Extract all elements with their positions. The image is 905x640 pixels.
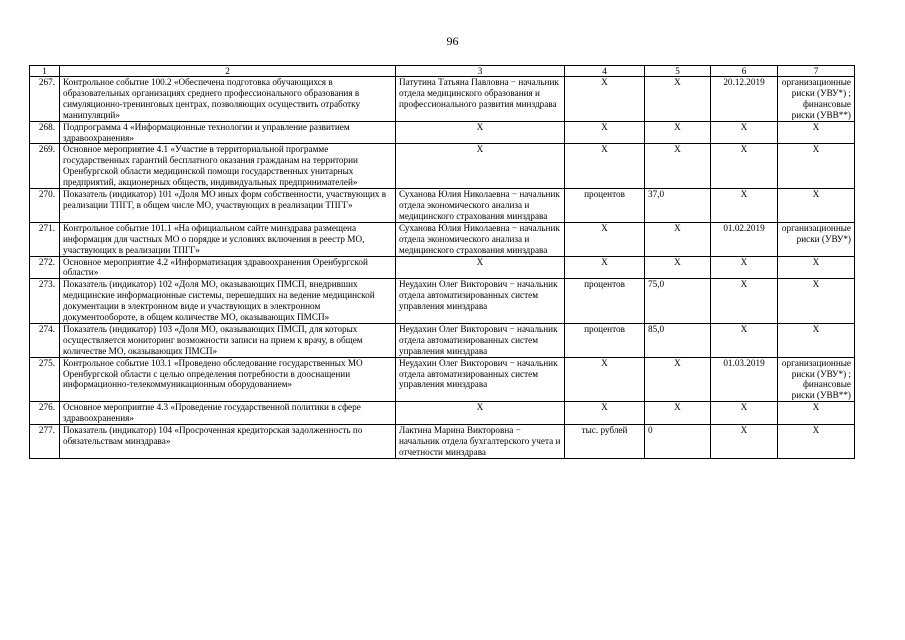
table-row — [30, 77, 855, 122]
row-number-cell: 274. — [30, 323, 60, 357]
responsible-cell: Патутина Татьяна Павловна − начальник отдела медицинского образования и профессионального развития минздрава — [396, 77, 565, 122]
deadline-cell: Х — [711, 402, 778, 425]
risks-cell: Х — [778, 144, 855, 189]
row-number-cell: 270. — [30, 189, 60, 223]
deadline-cell: Х — [711, 256, 778, 279]
value-cell: 75,0 — [645, 279, 711, 324]
responsible-cell: Суханова Юлия Николаевна − начальник отдела экономического анализа и медицинского страхования минздрава — [396, 222, 565, 256]
page-number: 96 — [446, 34, 459, 48]
header-row — [30, 66, 855, 77]
value-cell: Х — [645, 121, 711, 144]
unit-cell: процентов — [565, 323, 645, 357]
deadline-cell: 01.03.2019 — [711, 357, 778, 402]
row-number-cell: 268. — [30, 121, 60, 144]
deadline-cell: Х — [711, 323, 778, 357]
item-name-cell: Показатель (индикатор) 103 «Доля МО, оказывающих ПМСП, для которых осуществляется мониторинг возможности записи на прием к врачу, в общем количестве МО, оказывающих ПМСП» — [60, 323, 396, 357]
unit-cell: Х — [565, 77, 645, 122]
unit-cell: Х — [565, 144, 645, 189]
plan-table — [29, 65, 855, 459]
deadline-cell: Х — [711, 425, 778, 459]
value-cell: Х — [645, 144, 711, 189]
unit-cell: Х — [565, 121, 645, 144]
value-cell: 37,0 — [645, 189, 711, 223]
table-row — [30, 189, 855, 223]
table-row — [30, 323, 855, 357]
risks-cell: Х — [778, 256, 855, 279]
value-cell: Х — [645, 256, 711, 279]
value-cell: 85,0 — [645, 323, 711, 357]
value-cell: Х — [645, 357, 711, 402]
responsible-cell: Неудахин Олег Викторович − начальник отдела автоматизированных систем управления минздрава — [396, 323, 565, 357]
header-cell: 1 — [30, 66, 60, 77]
unit-cell: процентов — [565, 279, 645, 324]
responsible-cell: Неудахин Олег Викторович − начальник отдела автоматизированных систем управления минздрава — [396, 357, 565, 402]
risks-cell: организационные риски (УВУ*) ; финансовые риски (УВВ**) — [778, 357, 855, 402]
row-number-cell: 277. — [30, 425, 60, 459]
table-row — [30, 256, 855, 279]
row-number-cell: 271. — [30, 222, 60, 256]
responsible-cell: Х — [396, 144, 565, 189]
deadline-cell: Х — [711, 189, 778, 223]
row-number-cell: 273. — [30, 279, 60, 324]
row-number-cell: 267. — [30, 77, 60, 122]
responsible-cell: Х — [396, 256, 565, 279]
risks-cell: Х — [778, 402, 855, 425]
responsible-cell: Неудахин Олег Викторович − начальник отдела автоматизированных систем управления минздрава — [396, 279, 565, 324]
value-cell: Х — [645, 222, 711, 256]
table-row — [30, 357, 855, 402]
risks-cell: Х — [778, 279, 855, 324]
header-cell: 6 — [711, 66, 778, 77]
risks-cell: Х — [778, 189, 855, 223]
unit-cell: Х — [565, 222, 645, 256]
item-name-cell: Показатель (индикатор) 101 «Доля МО иных форм собственности, участвующих в реализации ТПГГ, в общем числе МО, участвующих в реализации ТПГГ» — [60, 189, 396, 223]
unit-cell: процентов — [565, 189, 645, 223]
unit-cell: тыс. рублей — [565, 425, 645, 459]
row-number-cell: 276. — [30, 402, 60, 425]
item-name-cell: Основное мероприятие 4.1 «Участие в территориальной программе государственных гарантий бесплатного оказания гражданам на территории Оренбургской области медицинской помощи государственных унитарных предприятий, акционерных обществ, индивидуальных предпринимателей» — [60, 144, 396, 189]
item-name-cell: Контрольное событие 103.1 «Проведено обследование государственных МО Оренбургской области с целью определения потребности в дооснащении информационно-телекоммуникационным оборудованием» — [60, 357, 396, 402]
value-cell: Х — [645, 77, 711, 122]
header-cell: 3 — [396, 66, 565, 77]
responsible-cell: Лактина Марина Викторовна − начальник отдела бухгалтерского учета и отчетности минздрава — [396, 425, 565, 459]
responsible-cell: Х — [396, 402, 565, 425]
risks-cell: Х — [778, 323, 855, 357]
header-cell: 2 — [60, 66, 396, 77]
header-cell: 5 — [645, 66, 711, 77]
item-name-cell: Контрольное событие 101.1 «На официальном сайте минздрава размещена информация для частных МО о порядке и условиях включения в реестр МО, участвующих в реализации ТПГГ» — [60, 222, 396, 256]
value-cell: 0 — [645, 425, 711, 459]
item-name-cell: Показатель (индикатор) 102 «Доля МО, оказывающих ПМСП, внедривших медицинские информационные системы, перешедших на ведение медицинской документации в электронном виде и участвующих в электронном документообороте, в общем количестве МО, оказывающих ПМСП» — [60, 279, 396, 324]
risks-cell: Х — [778, 425, 855, 459]
row-number-cell: 275. — [30, 357, 60, 402]
deadline-cell: Х — [711, 144, 778, 189]
header-cell: 7 — [778, 66, 855, 77]
unit-cell: Х — [565, 402, 645, 425]
table-row — [30, 144, 855, 189]
table-row — [30, 425, 855, 459]
table-row — [30, 402, 855, 425]
item-name-cell: Основное мероприятие 4.3 «Проведение государственной политики в сфере здравоохранения» — [60, 402, 396, 425]
unit-cell: Х — [565, 357, 645, 402]
item-name-cell: Подпрограмма 4 «Информационные технологии и управление развитием здравоохранения» — [60, 121, 396, 144]
unit-cell: Х — [565, 256, 645, 279]
table-row — [30, 222, 855, 256]
header-cell: 4 — [565, 66, 645, 77]
risks-cell: организационные риски (УВУ*) — [778, 222, 855, 256]
item-name-cell: Контрольное событие 100.2 «Обеспечена подготовка обучающихся в образовательных организациях среднего профессионального образования в симуляционно-тренинговых центрах, позволяющих осуществить отработку манипуляций» — [60, 77, 396, 122]
risks-cell: организационные риски (УВУ*) ; финансовые риски (УВВ**) — [778, 77, 855, 122]
deadline-cell: 01.02.2019 — [711, 222, 778, 256]
responsible-cell: Суханова Юлия Николаевна − начальник отдела экономического анализа и медицинского страхования минздрава — [396, 189, 565, 223]
table-row — [30, 121, 855, 144]
table-row — [30, 279, 855, 324]
value-cell: Х — [645, 402, 711, 425]
responsible-cell: Х — [396, 121, 565, 144]
risks-cell: Х — [778, 121, 855, 144]
deadline-cell: Х — [711, 121, 778, 144]
deadline-cell: 20.12.2019 — [711, 77, 778, 122]
row-number-cell: 269. — [30, 144, 60, 189]
row-number-cell: 272. — [30, 256, 60, 279]
deadline-cell: Х — [711, 279, 778, 324]
item-name-cell: Показатель (индикатор) 104 «Просроченная кредиторская задолженность по обязательствам минздрава» — [60, 425, 396, 459]
item-name-cell: Основное мероприятие 4.2 «Информатизация здравоохранения Оренбургской области» — [60, 256, 396, 279]
